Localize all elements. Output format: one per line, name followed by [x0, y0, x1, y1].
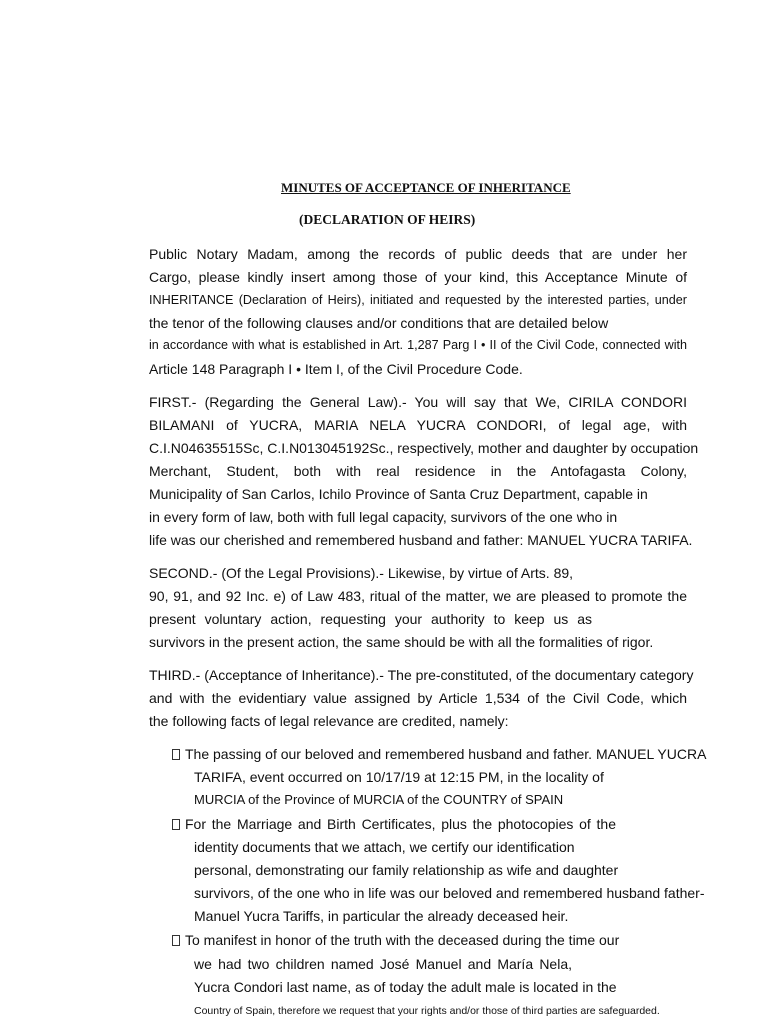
document-subtitle: (DECLARATION OF HEIRS)	[299, 212, 476, 227]
intro-line: Public Notary Madam, among the records of public deeds that are under her	[149, 246, 687, 262]
first-clause-line: Merchant, Student, both with real residence in the Antofagasta Colony,	[149, 463, 687, 479]
second-clause-line: SECOND.- (Of the Legal Provisions).- Likewise, by virtue of Arts. 89,	[149, 565, 574, 581]
bullet-continuation: identity documents that we attach, we certify our identification	[194, 839, 575, 855]
first-clause-line: BILAMANI of YUCRA, MARIA NELA YUCRA CONDORI, of legal age, with	[149, 417, 687, 433]
intro-line: Article 148 Paragraph I • Item I, of the Civil Procedure Code.	[149, 361, 523, 377]
intro-line: in accordance with what is established in Art. 1,287 Parg I • II of the Civil Code, connected with	[149, 338, 687, 352]
first-clause-line: FIRST.- (Regarding the General Law).- You will say that We, CIRILA CONDORI	[149, 394, 687, 410]
bullet-text: The passing of our beloved and remembered husband and father. MANUEL YUCRA	[185, 746, 707, 762]
document-title: MINUTES OF ACCEPTANCE OF INHERITANCE	[281, 180, 571, 195]
bullet-continuation: TARIFA, event occurred on 10/17/19 at 12:15 PM, in the locality of	[194, 769, 604, 785]
bullet-continuation: Manuel Yucra Tariffs, in particular the already deceased heir.	[194, 908, 569, 924]
third-clause-line: the following facts of legal relevance are credited, namely:	[149, 713, 509, 729]
bullet-item	[172, 815, 616, 833]
bullet-continuation: personal, demonstrating our family relationship as wife and daughter	[194, 862, 619, 878]
third-clause-line: THIRD.- (Acceptance of Inheritance).- The pre-constituted, of the documentary category	[149, 667, 694, 683]
bullet-continuation: MURCIA of the Province of MURCIA of the COUNTRY of SPAIN	[194, 792, 564, 807]
first-clause-line: Municipality of San Carlos, Ichilo Province of Santa Cruz Department, capable in	[149, 486, 648, 502]
intro-line: Cargo, please kindly insert among those of your kind, this Acceptance Minute of	[149, 269, 687, 285]
bullet-text: To manifest in honor of the truth with the deceased during the time our	[185, 932, 620, 948]
bullet-text: For the Marriage and Birth Certificates, plus the photocopies of the	[185, 816, 616, 832]
bullet-item	[172, 745, 707, 763]
third-clause-line: and with the evidentiary value assigned by Article 1,534 of the Civil Code, which	[149, 690, 687, 706]
bullet-continuation: Yucra Condori last name, as of today the adult male is located in the	[194, 979, 617, 995]
first-clause-line: in every form of law, both with full legal capacity, survivors of the one who in	[149, 509, 618, 525]
second-clause-line: present voluntary action, requesting your authority to keep us as	[149, 611, 592, 627]
second-clause-line: 90, 91, and 92 Inc. e) of Law 483, ritual of the matter, we are pleased to promote the	[149, 588, 687, 604]
first-clause-line: C.I.N04635515Sc, C.I.N013045192Sc., respectively, mother and daughter by occupation	[149, 440, 699, 456]
second-clause-line: survivors in the present action, the same should be with all the formalities of rigor.	[149, 634, 654, 650]
bullet-box-icon	[172, 819, 180, 830]
bullet-continuation: we had two children named José Manuel and María Nela,	[194, 956, 572, 972]
bullet-continuation: survivors, of the one who in life was our beloved and remembered husband father-	[194, 885, 705, 901]
bullet-box-icon	[172, 749, 180, 760]
bullet-item	[172, 931, 684, 949]
bullet-continuation: Country of Spain, therefore we request that your rights and/or those of third parties are safeguarded.	[194, 1005, 660, 1017]
bullet-box-icon	[172, 935, 180, 946]
intro-line: the tenor of the following clauses and/or conditions that are detailed below	[149, 315, 609, 331]
intro-line: INHERITANCE (Declaration of Heirs), initiated and requested by the interested parties, under	[149, 293, 687, 307]
first-clause-line: life was our cherished and remembered husband and father: MANUEL YUCRA TARIFA.	[149, 532, 693, 548]
